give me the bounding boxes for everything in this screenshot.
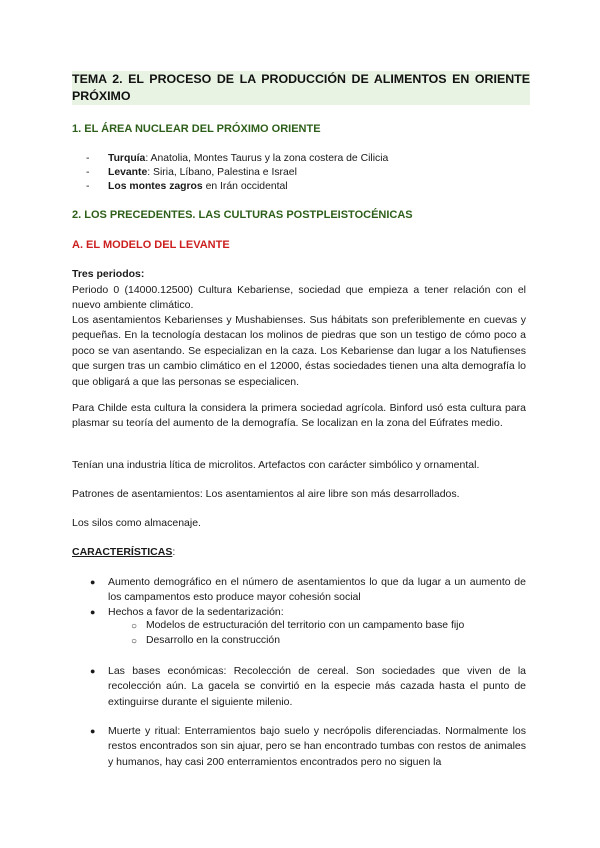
feature-item: Hechos a favor de la sedentarización: [108,606,284,618]
paragraph-periodo-0: Periodo 0 (14000.12500) Cultura Kebariense, sociedad que empieza a tener relación con el nuevo ambiente climático. [72,284,526,312]
list-item-separator: : [145,153,149,164]
features-label: CARACTERÍSTICAS [72,546,173,558]
list-dash: - [86,181,90,192]
paragraph-childe: Para Childe esta cultura la considera la primera sociedad agrícola. Binford usó esta cultura para plasmar su teoría del aumento de la demografía. Se localizan en la zona del Eúfrates medio. [72,402,526,430]
list-item-text: Siria, Líbano, Palestina e Israel [150,167,297,178]
sub-bullet-icon: ○ [131,621,138,632]
subsection-heading: A. EL MODELO DEL LEVANTE [72,239,230,251]
features-colon: : [172,546,176,558]
feature-item: Aumento demográfico en el número de asentamientos lo que da lugar a un aumento de los campamentos esto produce mayor cohesión social [108,576,526,604]
bullet-icon: ● [90,726,96,736]
list-item-label: Los montes zagros [108,181,203,192]
document-title: TEMA 2. EL PROCESO DE LA PRODUCCIÓN DE ALIMENTOS EN ORIENTE PRÓXIMO [72,72,530,103]
feature-sub-item: Desarrollo en la construcción [146,635,280,646]
list-item-separator: : [147,167,151,178]
feature-sub-item: Modelos de estructuración del territorio con un campamento base fijo [146,620,465,631]
list-dash: - [86,167,90,178]
feature-item: Muerte y ritual: Enterramientos bajo suelo y necrópolis diferenciadas. Normalmente los restos encontrados son sin ajuar, pero se han encontrado tumbas con restos de animales y humanos, hay casi 200 enterramientos encontrados pero no siguen la [108,725,526,768]
list-item-text: Anatolia, Montes Taurus y la zona costera de Cilicia [148,153,389,164]
feature-item: Las bases económicas: Recolección de cereal. Son sociedades que viven de la recolección aún. La gacela se convirtió en la especie más cazada hasta el punto de extinguirse durante el siguiente milenio. [108,665,526,708]
list-item-label: Turquía [108,153,146,164]
list-dash: - [86,153,90,164]
list-item-text: en Irán occidental [202,181,288,192]
sub-bullet-icon: ○ [131,636,138,647]
section-2-heading: 2. LOS PRECEDENTES. LAS CULTURAS POSTPLEISTOCÉNICAS [72,209,413,221]
section-1-heading: 1. EL ÁREA NUCLEAR DEL PRÓXIMO ORIENTE [72,123,321,135]
paragraph-patrones: Patrones de asentamientos: Los asentamientos al aire libre son más desarrollados. [72,488,460,500]
periods-label: Tres periodos: [72,268,145,280]
paragraph-asentamientos: Los asentamientos Kebarienses y Mushabienses. Sus hábitats son preferiblemente en cuevas y pequeñas. En la tecnología destacan los molinos de piedras que son un testigo de cómo poco a poco se van asentando. Se especializan en la caza. Los Kebariense dan lugar a los Natufienses que surgen tras un cambio climático en el 12000, éstas sociedades tienen una alta demografía lo que obligará a que las personas se especialicen. [72,314,526,388]
bullet-icon: ● [90,607,96,617]
list-item-label: Levante [108,167,148,178]
paragraph-silos: Los silos como almacenaje. [72,517,201,529]
bullet-icon: ● [90,577,96,587]
bullet-icon: ● [90,666,96,676]
paragraph-industria: Tenían una industria lítica de microlitos. Artefactos con carácter simbólico y ornamental. [72,459,480,471]
features-heading [72,545,526,560]
